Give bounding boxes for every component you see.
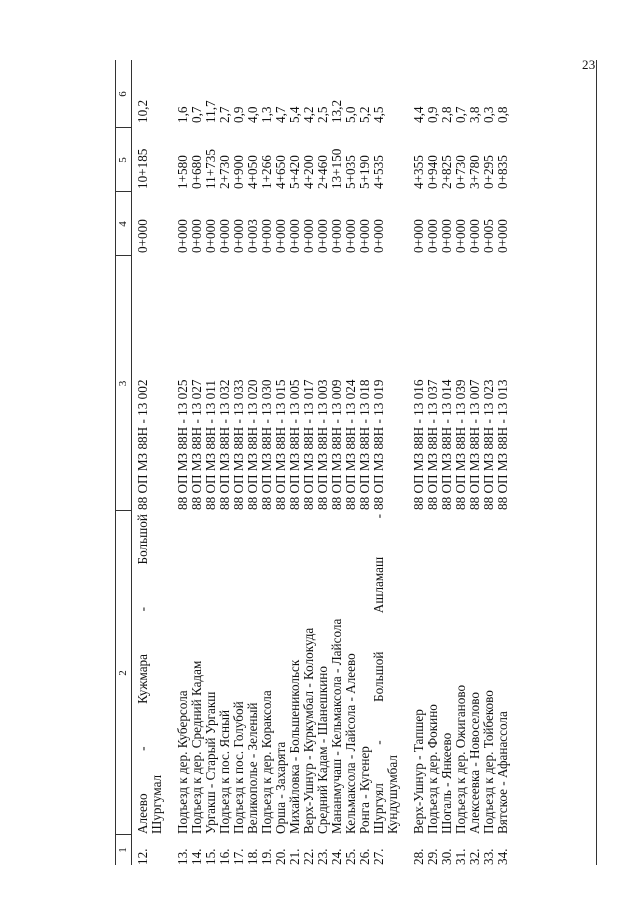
road-id: 88 ОП МЗ 88Н - 13 011 [203, 380, 218, 510]
start-km: 0+000 [357, 219, 372, 253]
length-km: 4,5 [371, 106, 386, 123]
row-number: 27. [371, 848, 386, 865]
length-km: 11,7 [203, 100, 218, 123]
end-km: 11+735 [203, 149, 218, 189]
road-id: 88 ОП МЗ 88Н - 13 017 [301, 379, 316, 510]
end-km: 0+940 [425, 155, 440, 189]
start-km: 0+000 [315, 219, 330, 253]
road-name: Средний Кадам - Шанешкино [315, 666, 330, 834]
start-km: 0+000 [203, 219, 218, 253]
end-km: 0+730 [453, 155, 468, 189]
start-km: 0+000 [411, 219, 426, 253]
road-id: 88 ОП МЗ 88Н - 13 009 [329, 379, 344, 510]
row-number: 33. [481, 848, 496, 865]
road-name: Верх-Ушнур - Тапшер [411, 709, 426, 834]
length-km: 1,6 [175, 106, 190, 123]
road-id: 88 ОП МЗ 88Н - 13 003 [315, 379, 330, 510]
row-number: 18. [245, 848, 260, 865]
start-km: 0+000 [135, 219, 150, 253]
road-name [372, 514, 386, 834]
length-km: 2,5 [315, 106, 330, 123]
road-name-line-1 [136, 514, 150, 834]
road-name: Орша - Захарята [273, 741, 288, 834]
road-name: Шогаль - Янкеево [439, 732, 454, 834]
row-number: 16. [217, 848, 232, 865]
road-name: Михайловка - Большеникольск [287, 659, 302, 834]
road-id: 88 ОП МЗ 88Н - 13 033 [231, 379, 246, 510]
end-km: 0+900 [231, 155, 246, 189]
length-km: 10,2 [135, 99, 150, 123]
start-km: 0+000 [495, 219, 510, 253]
road-id: 88 ОП МЗ 88Н - 13 015 [273, 379, 288, 510]
column-header-6: 6 [117, 91, 129, 97]
start-km: 0+000 [287, 219, 302, 253]
row-number: 31. [453, 848, 468, 865]
row-number: 13. [175, 848, 190, 865]
road-name-part: - [135, 607, 150, 612]
end-km: 0+295 [481, 155, 496, 189]
start-km: 0+000 [273, 219, 288, 253]
start-km: 0+000 [453, 219, 468, 253]
road-name-part: - [371, 740, 386, 745]
row-number: 26. [357, 848, 372, 865]
end-km: 4+650 [273, 155, 288, 189]
start-km: 0+000 [439, 219, 454, 253]
row-number: 22. [301, 848, 316, 865]
road-name-part: Шургуял [371, 783, 386, 834]
row-number: 23. [315, 848, 330, 865]
road-id: 88 ОП МЗ 88Н - 13 020 [245, 379, 260, 510]
row-number: 25. [343, 848, 358, 865]
start-km: 0+003 [245, 219, 260, 253]
start-km: 0+000 [175, 219, 190, 253]
road-id: 88 ОП МЗ 88Н - 13 007 [467, 379, 482, 510]
end-km: 4+535 [371, 155, 386, 189]
road-name-part: Кужмара [135, 654, 150, 704]
length-km: 0,8 [495, 106, 510, 123]
road-name: Вятское - Афанассола [495, 711, 510, 834]
road-name: Алексеевка - Новоселово [467, 692, 482, 834]
road-name-part: - [371, 514, 386, 519]
road-name-line-2: Шургумал [149, 774, 164, 834]
road-id: 88 ОП МЗ 88Н - 13 039 [453, 379, 468, 510]
end-km: 4+355 [411, 155, 426, 189]
road-name: Подъезд к пос. Голубой [231, 701, 246, 834]
row-number: 19. [259, 848, 274, 865]
length-km: 0,7 [453, 106, 468, 123]
length-km: 5,0 [343, 106, 358, 123]
road-id: 88 ОП МЗ 88Н - 13 025 [175, 379, 190, 510]
length-km: 2,8 [439, 106, 454, 123]
start-km: 0+000 [425, 219, 440, 253]
road-id: 88 ОП МЗ 88Н - 13 005 [287, 379, 302, 510]
road-id: 88 ОП МЗ 88Н - 13 019 [371, 379, 386, 510]
length-km: 4,0 [245, 106, 260, 123]
length-km: 4,2 [301, 106, 316, 123]
table-sheet [115, 57, 596, 865]
end-km: 2+460 [315, 155, 330, 189]
road-name-line-2: Кундушумбал [385, 755, 400, 834]
start-km: 0+000 [189, 219, 204, 253]
road-id: 88 ОП МЗ 88Н - 13 030 [259, 379, 274, 510]
row-number: 24. [329, 848, 344, 865]
start-km: 0+000 [467, 219, 482, 253]
length-km: 0,9 [425, 106, 440, 123]
start-km: 0+000 [259, 219, 274, 253]
road-id: 88 ОП МЗ 88Н - 13 014 [439, 379, 454, 510]
start-km: 0+000 [343, 219, 358, 253]
row-number: 20. [273, 848, 288, 865]
end-km: 4+050 [245, 155, 260, 189]
road-id: 88 ОП МЗ 88Н - 13 032 [217, 379, 232, 510]
road-name-part: Большой [371, 651, 386, 702]
road-name: Мананмучаш - Кельмаксола - Лайсола [329, 618, 344, 834]
start-km: 0+000 [217, 219, 232, 253]
table-header [116, 60, 132, 865]
length-km: 4,4 [411, 106, 426, 123]
end-km: 2+825 [439, 155, 454, 189]
road-name: Кельмаксола - Лайсола - Алеево [343, 653, 358, 834]
column-header-4: 4 [117, 221, 129, 227]
length-km: 1,3 [259, 106, 274, 123]
end-km: 1+266 [259, 155, 274, 189]
end-km: 2+730 [217, 155, 232, 189]
length-km: 5,2 [357, 106, 372, 123]
road-name: Подъезд к дер. Куберсола [175, 690, 190, 834]
start-km: 0+000 [371, 219, 386, 253]
row-number: 34. [495, 848, 510, 865]
road-id: 88 ОП МЗ 88Н - 13 016 [411, 379, 426, 510]
end-km: 10+185 [135, 148, 150, 189]
row-number: 21. [287, 848, 302, 865]
column-header-2: 2 [117, 670, 129, 676]
road-name: Ургакш - Старый Ургакш [203, 691, 218, 834]
row-number: 17. [231, 848, 246, 865]
length-km: 13,2 [329, 99, 344, 123]
length-km: 0,7 [189, 106, 204, 123]
end-km: 13+150 [329, 148, 344, 189]
road-name: Подъезд к пос. Ясный [217, 709, 232, 834]
road-name: Великополье - Зеленый [245, 702, 260, 834]
end-km: 4+200 [301, 155, 316, 189]
road-name: Верх-Ушнур - Куркумбал - Колокуда [301, 627, 316, 834]
length-km: 4,7 [273, 106, 288, 123]
row-number: 15. [203, 848, 218, 865]
length-km: 5,4 [287, 106, 302, 123]
road-name-part: Большой [135, 514, 150, 565]
end-km: 0+680 [189, 155, 204, 189]
column-header-3: 3 [117, 380, 129, 387]
row-number: 14. [189, 848, 204, 865]
road-id: 88 ОП МЗ 88Н - 13 024 [343, 379, 358, 510]
road-name-part: Ашламаш [371, 556, 386, 614]
start-km: 0+000 [329, 219, 344, 253]
road-id: 88 ОП МЗ 88Н - 13 023 [481, 379, 496, 510]
road-name: Подъезд к дер. Кораксола [259, 690, 274, 834]
road-name: Ронга - Кугенер [357, 746, 372, 834]
end-km: 5+420 [287, 155, 302, 189]
column-header-5: 5 [117, 157, 129, 163]
end-km: 0+835 [495, 155, 510, 189]
row-number: 29. [425, 848, 440, 865]
start-km: 0+005 [481, 219, 496, 253]
road-id: 88 ОП МЗ 88Н - 13 002 [135, 379, 150, 510]
length-km: 0,3 [481, 106, 496, 123]
row-number: 30. [439, 848, 454, 865]
road-id: 88 ОП МЗ 88Н - 13 018 [357, 379, 372, 510]
road-name [136, 514, 150, 834]
end-km: 5+190 [357, 155, 372, 189]
road-name: Подъезд к дер. Тойбеково [481, 690, 496, 834]
length-km: 2,7 [217, 106, 232, 123]
end-km: 1+580 [175, 155, 190, 189]
column-header-1: 1 [117, 847, 129, 853]
row-number: 12. [135, 848, 150, 865]
row-number: 32. [467, 848, 482, 865]
road-id: 88 ОП МЗ 88Н - 13 037 [425, 379, 440, 510]
road-name-line-1 [372, 514, 386, 834]
road-id: 88 ОП МЗ 88Н - 13 013 [495, 379, 510, 510]
length-km: 0,9 [231, 106, 246, 123]
road-name-part: - [135, 746, 150, 751]
start-km: 0+000 [301, 219, 316, 253]
road-name: Подъезд к дер. Ожиганово [453, 684, 468, 834]
page-number: 23 [582, 57, 596, 72]
length-km: 3,8 [467, 106, 482, 123]
road-name-part: Алеево [135, 793, 150, 834]
end-km: 3+780 [467, 155, 482, 189]
road-name: Подъезд к дер. Фокино [425, 704, 440, 834]
end-km: 5+035 [343, 155, 358, 189]
road-name: Подъезд к дер. Средний Кадам [189, 660, 204, 834]
start-km: 0+000 [231, 219, 246, 253]
road-id: 88 ОП МЗ 88Н - 13 027 [189, 379, 204, 510]
road-table [115, 57, 597, 865]
row-number: 28. [411, 848, 426, 865]
